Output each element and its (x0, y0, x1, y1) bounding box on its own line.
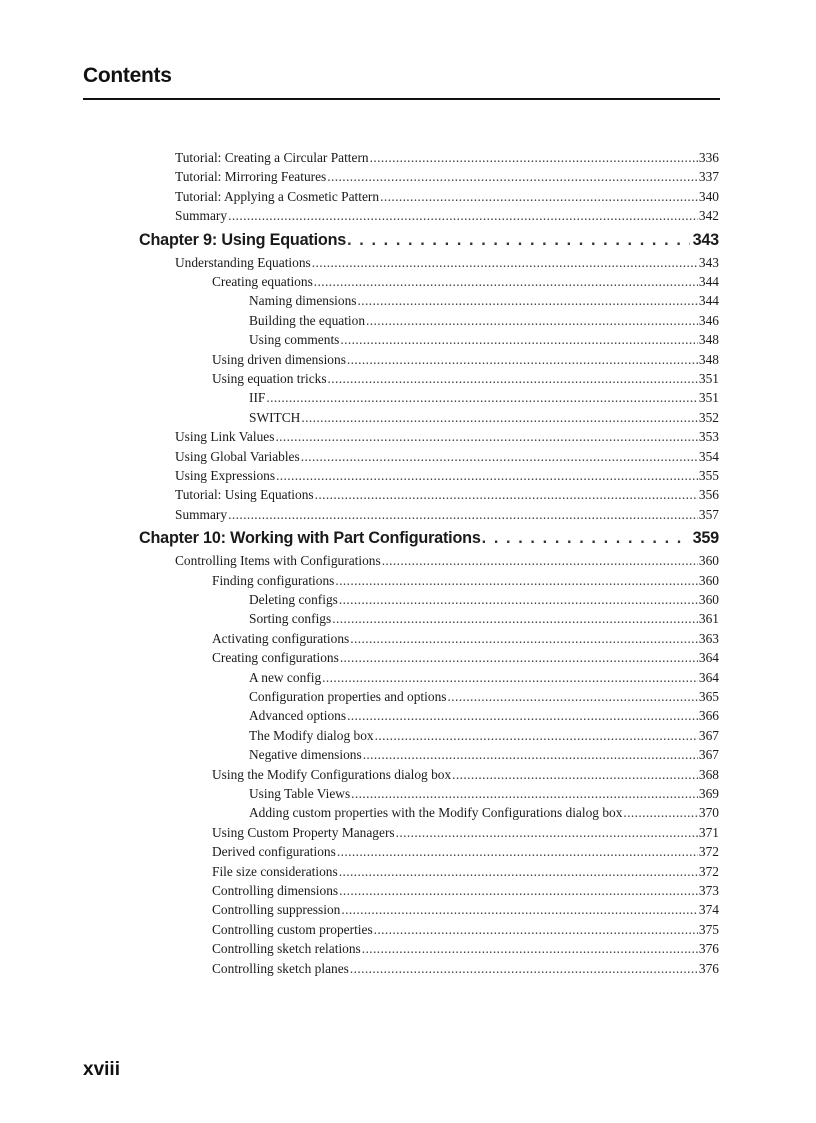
toc-entry-title: Activating configurations (212, 630, 350, 646)
dot-leader (339, 881, 698, 900)
dot-leader (380, 187, 698, 206)
toc-entry-title: Sorting configs (249, 611, 332, 627)
dot-leader (328, 369, 698, 388)
toc-entry-title: A new config (249, 669, 322, 685)
toc-entry-page: 356 (698, 487, 719, 503)
toc-entry[interactable] (175, 551, 719, 570)
dot-leader (339, 590, 698, 609)
toc-entry[interactable] (212, 350, 719, 369)
toc-entry[interactable] (249, 330, 719, 349)
toc-entry-page: 365 (698, 689, 719, 704)
toc-entry[interactable] (249, 291, 719, 310)
toc-entry-page: 360 (698, 592, 719, 607)
dot-leader (382, 551, 698, 570)
toc-entry-title: Configuration properties and options (249, 689, 447, 704)
toc-entry-page: 351 (698, 371, 719, 386)
toc-entry-page: 343 (698, 254, 719, 270)
dot-leader (623, 803, 697, 822)
toc-entry-title: Understanding Equations (175, 254, 311, 270)
dot-leader (340, 330, 698, 349)
toc-entry-title: Advanced options (249, 708, 347, 724)
toc-entry[interactable] (212, 629, 719, 648)
dot-leader (266, 388, 698, 407)
page-number: xviii (83, 1059, 120, 1080)
toc-entry[interactable] (175, 167, 719, 186)
toc-entry-page: 372 (698, 863, 719, 879)
dot-leader (322, 668, 698, 687)
toc-entry-title: Creating configurations (212, 650, 339, 666)
toc-entry-title: Chapter 10: Working with Part Configurations (139, 529, 481, 548)
toc-entry-title: IIF (249, 390, 266, 406)
dot-leader (347, 706, 698, 725)
toc-entry-title: Controlling Items with Configurations (175, 553, 381, 569)
dot-leader (351, 784, 698, 803)
toc-entry-page: 374 (698, 902, 719, 918)
toc-entry[interactable] (249, 687, 719, 706)
toc-entry-title: Finding configurations (212, 572, 335, 588)
toc-entry[interactable] (175, 253, 719, 272)
toc-entry[interactable] (175, 447, 719, 466)
toc-entry[interactable] (212, 272, 719, 291)
dot-leader (396, 823, 698, 842)
toc-entry-title: Using Expressions (175, 468, 276, 483)
dot-leader (312, 253, 698, 272)
toc-entry[interactable] (249, 311, 719, 330)
toc-entry-page: 336 (698, 150, 719, 165)
toc-entry[interactable] (249, 745, 719, 764)
toc-entry[interactable] (212, 939, 719, 958)
toc-entry[interactable] (212, 823, 719, 842)
dot-leader (339, 862, 698, 881)
toc-entry-title: The Modify dialog box (249, 727, 374, 743)
dot-leader (363, 745, 698, 764)
toc-entry-title: Adding custom properties with the Modify Configurations dialog box (249, 805, 623, 821)
toc-entry[interactable] (249, 668, 719, 687)
page-title: Contents (83, 64, 172, 87)
dot-leader (341, 900, 698, 919)
toc-entry-page: 367 (698, 747, 719, 763)
toc-entry-page: 360 (698, 572, 719, 588)
toc-entry-title: Derived configurations (212, 844, 336, 860)
toc-entry-title: Negative dimensions (249, 747, 362, 763)
toc-entry-title: Tutorial: Mirroring Features (175, 169, 327, 185)
toc-entry[interactable] (212, 765, 719, 784)
dot-leader (350, 959, 698, 978)
toc-entry[interactable] (212, 959, 719, 978)
dot-leader (301, 408, 698, 427)
toc-entry[interactable] (212, 900, 719, 919)
toc-entry[interactable] (212, 648, 719, 667)
toc-entry[interactable] (175, 466, 719, 485)
toc-entry-page: 348 (698, 351, 719, 367)
toc-entry[interactable] (175, 427, 719, 446)
toc-entry-page: 363 (698, 630, 719, 646)
dot-leader (370, 148, 698, 167)
toc-entry-title: Using driven dimensions (212, 351, 346, 367)
dot-leader (332, 609, 698, 628)
toc-entry-page: 373 (698, 883, 719, 898)
toc-entry-title: Summary (175, 208, 228, 224)
dot-leader (327, 167, 698, 186)
dot-leader (347, 227, 690, 253)
toc-entry-title: Controlling dimensions (212, 883, 339, 898)
dot-leader (482, 525, 690, 551)
toc-entry-title: Building the equation (249, 312, 366, 328)
toc-entry-title: Using comments (249, 332, 340, 348)
toc-entry-page: 348 (698, 332, 719, 348)
toc-entry-page: 366 (698, 708, 719, 724)
toc-entry-title: Controlling sketch relations (212, 941, 361, 957)
toc-entry-page: 372 (698, 844, 719, 860)
toc-entry-page: 364 (698, 650, 719, 666)
toc-entry-title: Controlling custom properties (212, 921, 373, 937)
toc-entry-title: Tutorial: Applying a Cosmetic Pattern (175, 188, 380, 204)
dot-leader (228, 505, 698, 524)
toc-entry[interactable] (175, 485, 719, 504)
dot-leader (315, 485, 698, 504)
toc-entry[interactable] (249, 388, 719, 407)
toc-entry-title: Using Table Views (249, 786, 351, 801)
toc-entry-page: 353 (698, 429, 719, 445)
toc-entry-title: Using Custom Property Managers (212, 824, 395, 840)
toc-entry[interactable] (249, 609, 719, 628)
toc-entry-title: Using Link Values (175, 429, 275, 445)
chapter-heading[interactable] (139, 525, 719, 551)
toc-entry-title: Using the Modify Configurations dialog box (212, 766, 452, 782)
toc-entry[interactable] (175, 206, 719, 225)
toc-entry-page: 342 (698, 208, 719, 224)
toc-entry-page: 352 (698, 409, 719, 425)
toc-entry-title: Using equation tricks (212, 371, 327, 386)
toc-entry-page: 376 (698, 960, 719, 976)
dot-leader (374, 920, 698, 939)
toc-entry-page: 369 (698, 786, 719, 801)
toc-entry-page: 367 (698, 727, 719, 743)
toc-entry-title: SWITCH (249, 409, 301, 425)
toc-entry[interactable] (212, 881, 719, 900)
dot-leader (340, 648, 698, 667)
toc-entry-title: Deleting configs (249, 592, 338, 607)
toc-entry-title: Controlling suppression (212, 902, 341, 918)
toc-entry-page: 351 (698, 390, 719, 406)
toc-entry[interactable] (249, 803, 719, 822)
dot-leader (366, 311, 698, 330)
chapter-heading[interactable] (139, 227, 719, 253)
toc-entry-title: Naming dimensions (249, 293, 357, 309)
toc-entry-page: 354 (698, 448, 719, 464)
dot-leader (375, 726, 698, 745)
toc-entry-title: File size considerations (212, 863, 338, 879)
toc-entry[interactable] (212, 571, 719, 590)
dot-leader (275, 427, 697, 446)
toc-entry[interactable] (249, 590, 719, 609)
toc-entry-page: 340 (698, 188, 719, 204)
toc-entry-page: 359 (692, 529, 719, 548)
toc-entry[interactable] (212, 842, 719, 861)
toc-entry-title: Controlling sketch planes (212, 960, 349, 976)
toc-entry-title: Creating equations (212, 274, 313, 289)
toc-entry[interactable] (249, 408, 719, 427)
toc-entry[interactable] (175, 187, 719, 206)
toc-entry-title: Tutorial: Creating a Circular Pattern (175, 150, 369, 165)
toc-entry-page: 376 (698, 941, 719, 957)
toc-entry-page: 360 (698, 553, 719, 569)
toc-entry[interactable] (249, 706, 719, 725)
toc-entry-page: 357 (698, 506, 719, 522)
toc-entry-title: Chapter 9: Using Equations (139, 230, 347, 249)
toc-entry-page: 346 (698, 312, 719, 328)
toc-entry-page: 355 (698, 468, 719, 483)
toc-entry-page: 343 (692, 230, 719, 249)
toc-entry-page: 344 (698, 274, 719, 289)
toc-entry[interactable] (249, 784, 719, 803)
header-divider (83, 98, 720, 100)
toc-entry[interactable] (175, 505, 719, 524)
toc-entry-page: 364 (698, 669, 719, 685)
dot-leader (362, 939, 698, 958)
dot-leader (452, 765, 698, 784)
dot-leader (301, 447, 698, 466)
dot-leader (314, 272, 698, 291)
toc-entry[interactable] (212, 862, 719, 881)
dot-leader (358, 291, 698, 310)
toc-entry-page: 375 (698, 921, 719, 937)
toc-entry-title: Using Global Variables (175, 448, 300, 464)
toc-entry-page: 370 (698, 805, 719, 821)
toc-entry[interactable] (249, 726, 719, 745)
dot-leader (228, 206, 698, 225)
toc-entry-page: 337 (698, 169, 719, 185)
toc-entry-page: 371 (698, 824, 719, 840)
dot-leader (276, 466, 698, 485)
toc-entry[interactable] (212, 369, 719, 388)
toc-entry[interactable] (175, 148, 719, 167)
toc-entry[interactable] (212, 920, 719, 939)
dot-leader (335, 571, 698, 590)
toc-entry-page: 344 (698, 293, 719, 309)
toc-entry-page: 368 (698, 766, 719, 782)
dot-leader (447, 687, 697, 706)
dot-leader (350, 629, 698, 648)
toc-entry-title: Tutorial: Using Equations (175, 487, 314, 503)
toc-entry-title: Summary (175, 506, 228, 522)
dot-leader (337, 842, 698, 861)
dot-leader (347, 350, 698, 369)
toc-entry-page: 361 (698, 611, 719, 627)
